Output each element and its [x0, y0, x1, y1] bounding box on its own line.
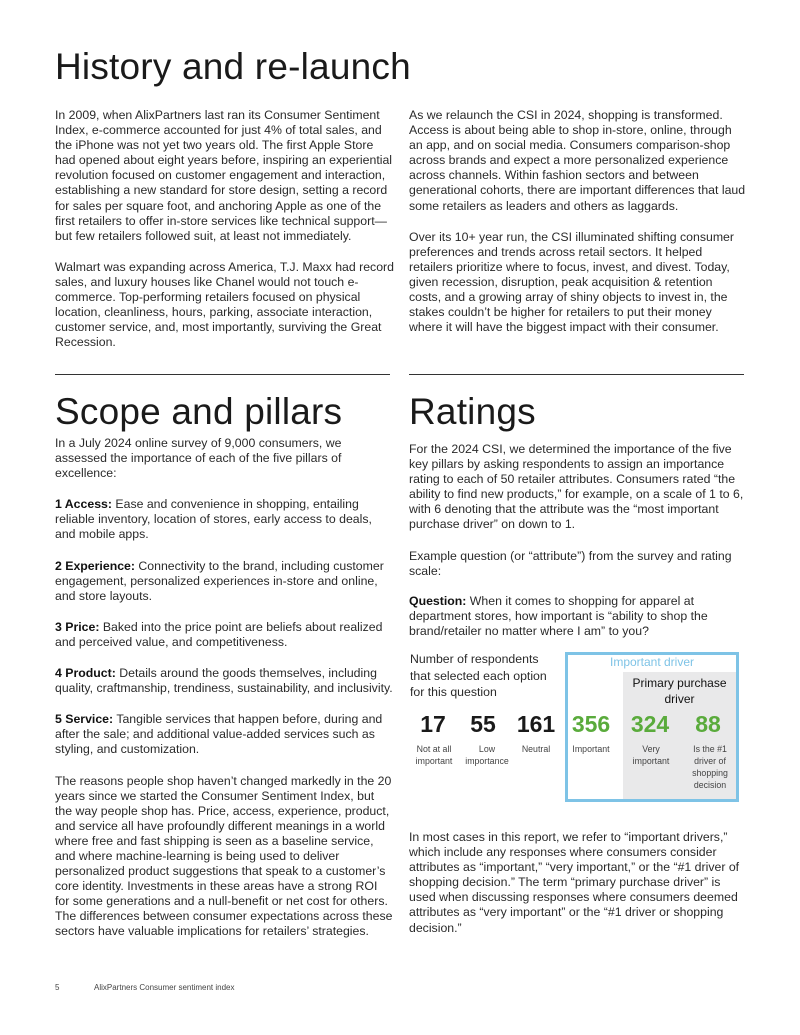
- publication-name: AlixPartners Consumer sentiment index: [94, 983, 235, 992]
- pillar-label: 5 Service:: [55, 712, 114, 727]
- pillar-item: [55, 712, 393, 757]
- scope-title: Scope and pillars: [55, 391, 343, 432]
- pillar-text: Tangible services that happen before, during and after the sale; and additional value-added services such as styling, and customization.: [55, 712, 383, 757]
- ratings-closing-column: [409, 830, 747, 936]
- scale-count: 161: [516, 711, 556, 737]
- scale-label: Is the #1 driver of shopping decision: [692, 744, 728, 790]
- history-paragraph: In 2009, when AlixPartners last ran its Consumer Sentiment Index, e-commerce accounted for just 4% of total sales, and the iPhone was not yet two years old. The first Apple Store had opened about eight years before, inspiring an experiential revolution focused on customer engagement and interaction, establishing a new standard for store design, setting a record for sales per square foot, and anchoring Apple as one of the first retailers to offer in-store services like technical support—but few retailers followed suit, at least not immediately.: [55, 108, 393, 243]
- pillar-label: 2 Experience:: [55, 558, 135, 573]
- history-paragraph: Walmart was expanding across America, T.J. Maxx had record sales, and luxury houses like Chanel would not touch e-commerce. Top-performing retailers focused on physical location, cleanliness, hours, parking, associate interaction, customer service, and, most importantly, surviving the Great Recession.: [55, 259, 394, 350]
- history-right-column: [409, 108, 747, 335]
- ratings-column: [409, 442, 747, 579]
- pillar-item: [55, 559, 393, 604]
- scale-count: 55: [470, 711, 496, 737]
- history-title: History and re-launch: [55, 46, 411, 87]
- primary-driver-label: Primary purchase driver: [632, 676, 727, 706]
- ratings-closing: In most cases in this report, we refer to “important drivers,” which include any responses where consumers consider attributes as “important,” “very important,” or the “#1 driver of shopping decision.” The term “primary purchase driver” is used when discussing responses where consumers deemed attributes as “very important” or the “#1 driver or shopping decision.”: [409, 830, 740, 935]
- scale-count: 356: [571, 711, 611, 737]
- section-divider: [55, 374, 390, 375]
- section-divider: [409, 374, 744, 375]
- page-number: 5: [55, 983, 60, 992]
- history-left-column: [55, 108, 395, 350]
- pillar-text: Baked into the price point are beliefs about realized and perceived value, and competitiveness.: [55, 619, 383, 649]
- scope-closing: The reasons people shop haven’t changed markedly in the 20 years since we started the Consumer Sentiment Index, but the way people shop has. Price, access, experience, product, and service all have profoundly different meanings in a world where free and fast shipping is seen as a baseline service, and where machine-learning is being used to deliver personalized product suggestions that speak to a customer’s core identity. Investments in these areas have a strong ROI for some generations and a null-benefit or net cost for others. The differences between consumer expectations across these sectors have valuable implications for retailers’ strategies.: [55, 773, 393, 939]
- scope-column: [55, 436, 393, 940]
- scale-label: Important: [572, 744, 610, 754]
- pillar-item: [55, 620, 393, 650]
- ratings-intro: For the 2024 CSI, we determined the importance of the five key pillars by asking respondents to assign an importance rating to each of 50 retailer attributes. Consumers rated “the ability to find new products,” for example, on a scale of 1 to 6, with 6 denoting that the attribute was the “most important purchase driver” on down to 1.: [409, 442, 744, 532]
- ratings-example: Example question (or “attribute”) from the survey and rating scale:: [409, 548, 732, 578]
- history-paragraph: As we relaunch the CSI in 2024, shopping is transformed. Access is about being able to shop in-store, online, through an app, and on social media. Consumers comparison-shop across brands and expect a more personalized experience across channels. Within fashion sectors and between generational cohorts, there are important differences that laud some retailers as leaders and others as laggards.: [409, 108, 746, 213]
- important-driver-label: Important driver: [609, 655, 695, 669]
- pillar-label: 4 Product:: [55, 666, 116, 681]
- respondents-label: Number of respondents that selected each option for this question: [410, 652, 547, 699]
- scale-label: Neutral: [521, 744, 551, 754]
- scale-label: Not at all important: [415, 744, 453, 766]
- scale-count: 324: [630, 711, 670, 737]
- pillar-text: Details around the goods themselves, including quality, craftmanship, trendiness, sustainability, and inclusivity.: [55, 666, 393, 696]
- scale-label: Very important: [632, 744, 670, 766]
- pillar-label: 1 Access:: [55, 497, 112, 512]
- scale-count: 88: [695, 711, 721, 737]
- pillar-text: Connectivity to the brand, including customer engagement, personalized experiences in-store and online, and store layouts.: [55, 558, 384, 603]
- scale-label: Low importance: [465, 744, 509, 766]
- survey-question: [409, 594, 739, 639]
- history-paragraph: Over its 10+ year run, the CSI illuminated shifting consumer preferences and trends across retail sectors. It helped retailers prioritize where to focus, invest, and divest. Today, given recession, disruption, peak acquisition & retention costs, and a growing array of shiny objects to invest in, the stakes couldn’t be higher for retailers to put their money where it will have the biggest impact with their consumer.: [409, 229, 734, 335]
- ratings-title: Ratings: [409, 391, 536, 432]
- pillar-item: [55, 666, 393, 696]
- scale-count: 17: [420, 711, 446, 737]
- pillar-text: Ease and convenience in shopping, entailing reliable inventory, location of stores, early access to deals, and mobile apps.: [55, 497, 372, 542]
- question-text: When it comes to shopping for apparel at department stores, how important is “ability to shop the brand/retailer no matter where I am” to you?: [409, 594, 708, 639]
- scope-intro: In a July 2024 online survey of 9,000 consumers, we assessed the importance of each of the five pillars of excellence:: [55, 436, 342, 481]
- pillar-label: 3 Price:: [55, 619, 100, 634]
- question-label: Question:: [409, 594, 467, 608]
- pillar-item: [55, 497, 393, 542]
